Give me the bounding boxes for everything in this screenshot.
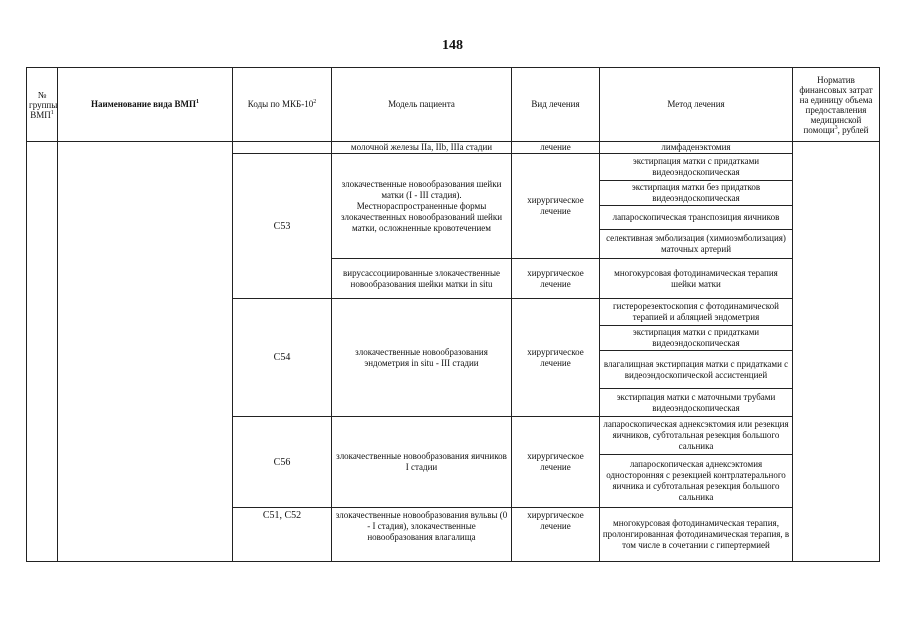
patient-model-cell: злокачественные новообразования эндометрия in situ - III стадии [332,299,512,417]
header-group-no-label: № группы ВМП [29,89,58,120]
group-no-cell [27,142,58,562]
method-cell: лапароскопическая аднексэктомия или резекция яичников, субтотальная резекция большого сальника [600,417,793,455]
table-row [27,142,880,154]
method-cell: гистерорезектоскопия с фотодинамической терапией и абляцией эндометрия [600,299,793,326]
method-cell: многокурсовая фотодинамическая терапия шейки матки [600,259,793,299]
vmp-table [26,67,880,562]
header-treatment-type: Вид лечения [512,68,600,142]
table-header-row [27,68,880,142]
method-cell: экстирпация матки с придатками видеоэндоскопическая [600,154,793,181]
method-cell: селективная эмболизация (химиоэмболизация) маточных артерий [600,230,793,259]
method-cell: лапароскопическая аднексэктомия односторонняя с резекцией контрлатерального яичника и субтотальная резекция большого сальника [600,455,793,508]
method-cell: экстирпация матки без придатков видеоэндоскопическая [600,181,793,206]
header-treatment-method: Метод лечения [600,68,793,142]
treatment-type-cell: хирургическое лечение [512,259,600,299]
treatment-type-cell: хирургическое лечение [512,154,600,259]
header-group-no: № группы ВМП$^1$ [27,68,58,142]
treatment-type-cell: хирургическое лечение [512,299,600,417]
patient-model-cell: злокачественные новообразования вульвы (0 - I стадия), злокачественные новообразования влагалища [332,508,512,562]
patient-model-cell: злокачественные новообразования шейки матки (I - III стадия). Местнораспространенные формы злокачественных новообразований шейки матки, осложненные кровотечением [332,154,512,259]
patient-model-cell: вирусассоциированные злокачественные новообразования шейки матки in situ [332,259,512,299]
header-norm: Норматив финансовых затрат на единицу объема предоставления медицинской помощи$^3$, рублей [793,68,880,142]
method-cell: экстирпация матки с придатками видеоэндоскопическая [600,326,793,351]
patient-model-cell: злокачественные новообразования яичников I стадии [332,417,512,508]
code-cell: C51, C52 [233,508,332,562]
vmp-name-cell [58,142,233,562]
method-cell: лапароскопическая транспозиция яичников [600,206,793,230]
code-cell: C53 [233,154,332,299]
method-cell: влагалищная экстирпация матки с придатками с видеоэндоскопической ассистенцией [600,351,793,389]
page-number: 148 [442,38,463,53]
treatment-type-cell: хирургическое лечение [512,508,600,562]
code-cell: C56 [233,417,332,508]
method-cell: лимфаденэктомия [600,142,793,154]
method-cell: экстирпация матки с маточными трубами видеоэндоскопическая [600,389,793,417]
code-cell [233,142,332,154]
treatment-type-cell: хирургическое лечение [512,417,600,508]
header-vmp-name: Наименование вида ВМП$^1$ [58,68,233,142]
header-mkb-codes: Коды по МКБ-$10^2$ [233,68,332,142]
code-cell: C54 [233,299,332,417]
method-cell: многокурсовая фотодинамическая терапия, пролонгированная фотодинамическая терапия, в том числе в сочетании с гипертермией [600,508,793,562]
header-patient-model: Модель пациента [332,68,512,142]
norm-cell [793,142,880,562]
treatment-type-cell: лечение [512,142,600,154]
patient-model-cell: молочной железы IIa, IIb, IIIa стадии [332,142,512,154]
